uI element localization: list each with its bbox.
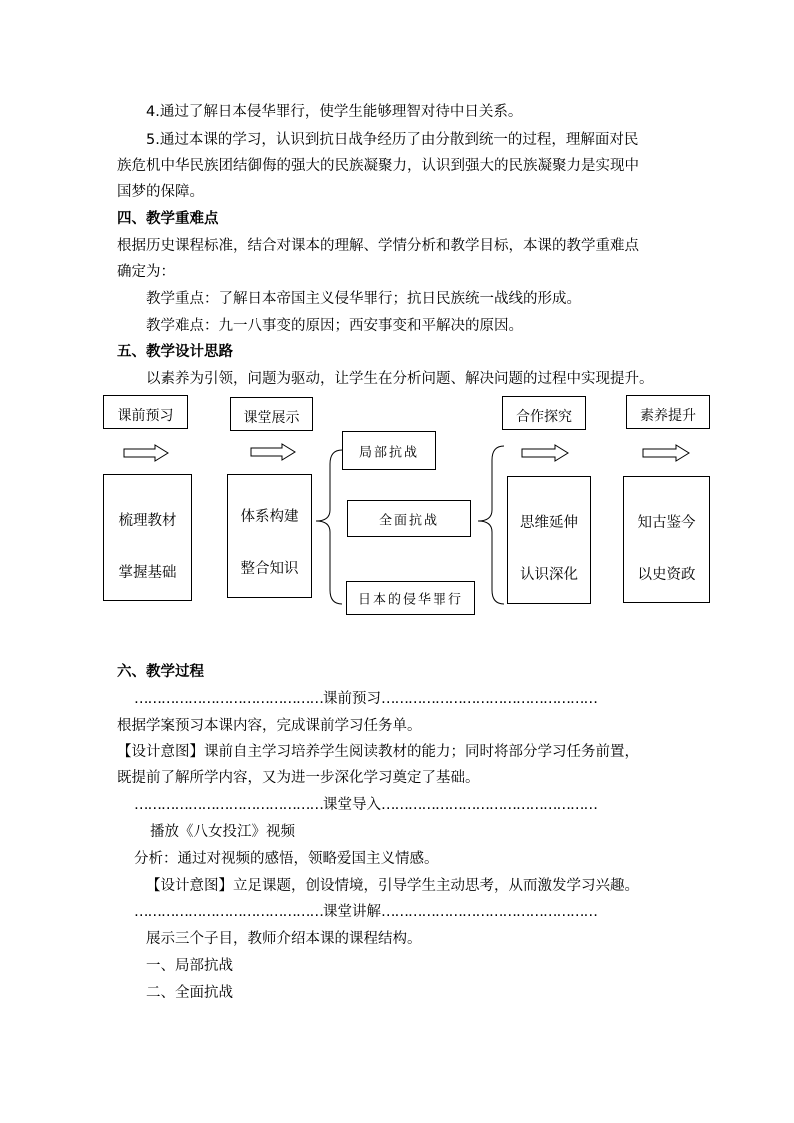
topic-box-local-resistance xyxy=(342,431,436,470)
topic-label-japanese-crimes: 日本的侵华罪行 xyxy=(357,592,463,608)
topic-box-japanese-crimes xyxy=(346,581,475,615)
stage-box-inquiry xyxy=(502,396,586,430)
section5-heading: 五、教学设计思路 xyxy=(117,344,233,360)
preview-line1: 梳理教材 xyxy=(118,513,177,529)
lecture-paragraph: 展示三个子目，教师介绍本课的课程结构。 xyxy=(146,931,422,947)
list-item-2: 二、全面抗战 xyxy=(146,985,233,1001)
section5-intro: 以素养为引领，问题为驱动，让学生在分析问题、解决问题的过程中实现提升。 xyxy=(146,371,654,387)
display-line2: 整合知识 xyxy=(240,561,299,577)
stage-label-literacy: 素养提升 xyxy=(640,408,696,424)
objective-4: 4.通过了解日本侵华罪行，使学生能够理智对待中日关系。 xyxy=(146,104,523,120)
stage-box-preview xyxy=(103,395,188,429)
section4-heading: 四、教学重难点 xyxy=(117,211,219,227)
objective-5-line2: 族危机中华民族团结御侮的强大的民族凝聚力，认识到强大的民族凝聚力是实现中 xyxy=(117,158,639,174)
divider-intro xyxy=(134,795,597,815)
preview-paragraph: 根据学案预习本课内容，完成课前学习任务单。 xyxy=(117,718,422,734)
content-box-inquiry xyxy=(507,476,591,604)
literacy-line2: 以史资政 xyxy=(637,567,696,583)
content-box-preview xyxy=(103,474,192,601)
display-line1: 体系构建 xyxy=(240,509,299,525)
arrow-right-icon xyxy=(123,444,169,462)
dotted-leader: ………………………………………… xyxy=(381,904,597,920)
left-brace-icon xyxy=(474,440,508,610)
dotted-leader: …………………………………… xyxy=(134,797,323,813)
stage-label-preview: 课前预习 xyxy=(117,408,174,424)
video-paragraph: 播放《八女投江》视频 xyxy=(150,824,295,840)
inquiry-line2: 认识深化 xyxy=(520,567,578,583)
topic-label-local-resistance: 局部抗战 xyxy=(358,445,419,460)
divider-lecture xyxy=(134,902,597,922)
design-intent-1-line1: 【设计意图】课前自主学习培养学生阅读教材的能力；同时将部分学习任务前置， xyxy=(117,744,639,760)
content-box-literacy xyxy=(623,476,710,603)
content-box-display xyxy=(227,474,312,598)
literacy-line1: 知古鉴今 xyxy=(637,515,696,531)
section4-difficulties: 教学难点：九一八事变的原因；西安事变和平解决的原因。 xyxy=(146,318,523,334)
inquiry-line1: 思维延伸 xyxy=(520,515,578,531)
design-intent-1-line2: 既提前了解所学内容，又为进一步深化学习奠定了基础。 xyxy=(117,770,480,786)
analysis-paragraph: 分析：通过对视频的感悟，领略爱国主义情感。 xyxy=(134,851,439,867)
arrow-right-icon xyxy=(250,443,296,461)
design-intent-2: 【设计意图】立足课题，创设情境，引导学生主动思考，从而激发学习兴趣。 xyxy=(146,878,639,894)
stage-label-inquiry: 合作探究 xyxy=(516,409,572,425)
dotted-leader: ………………………………………… xyxy=(381,797,597,813)
topic-box-full-resistance xyxy=(347,500,471,537)
divider-preview xyxy=(134,689,597,709)
dotted-leader: …………………………………… xyxy=(134,904,323,920)
dotted-leader: ………………………………………… xyxy=(381,691,597,707)
arrow-right-icon xyxy=(642,444,690,462)
section6-heading: 六、教学过程 xyxy=(117,664,204,680)
objective-5-line1: 5.通过本课的学习，认识到抗日战争经历了由分散到统一的过程，理解面对民 xyxy=(146,132,639,148)
left-brace-icon xyxy=(312,440,346,610)
stage-label-display: 课堂展示 xyxy=(243,410,300,426)
preview-line2: 掌握基础 xyxy=(118,565,177,581)
list-item-1: 一、局部抗战 xyxy=(146,958,233,974)
arrow-right-icon xyxy=(521,444,569,462)
stage-box-literacy xyxy=(626,395,710,429)
stage-box-display xyxy=(230,397,313,431)
subsection-lecture-title: 课堂讲解 xyxy=(323,904,381,920)
section4-intro-line1: 根据历史课程标准，结合对课本的理解、学情分析和教学目标，本课的教学重难点 xyxy=(117,238,639,254)
section4-key-points: 教学重点：了解日本帝国主义侵华罪行；抗日民族统一战线的形成。 xyxy=(146,291,581,307)
objective-5-line3: 国梦的保障。 xyxy=(117,184,204,200)
topic-label-full-resistance: 全面抗战 xyxy=(378,513,439,528)
dotted-leader: …………………………………… xyxy=(134,691,323,707)
subsection-intro-title: 课堂导入 xyxy=(323,797,381,813)
subsection-preview-title: 课前预习 xyxy=(323,691,381,707)
section4-intro-line2: 确定为： xyxy=(117,264,175,280)
